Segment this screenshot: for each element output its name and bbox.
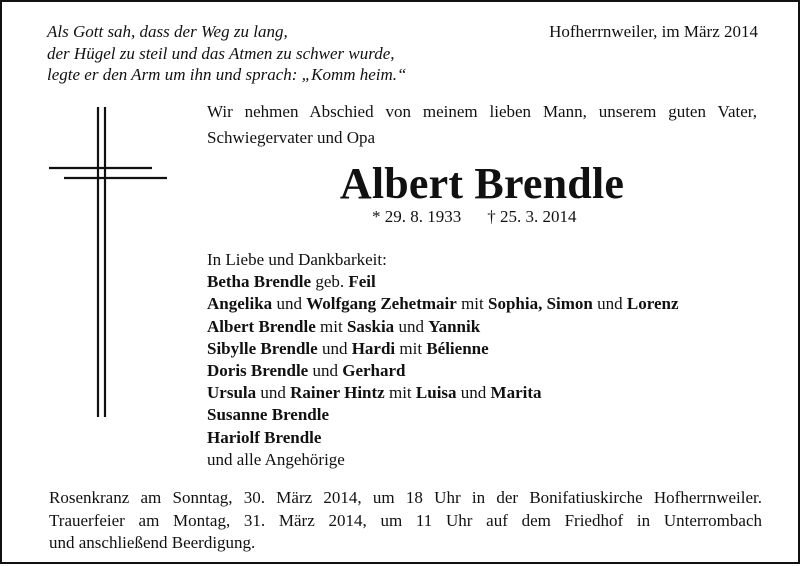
place-and-date: Hofherrnweiler, im März 2014 bbox=[549, 22, 758, 41]
verse-line: Als Gott sah, dass der Weg zu lang, bbox=[47, 22, 288, 41]
mourner-name: Doris Brendle bbox=[207, 361, 309, 381]
mourner-name: Sibylle Brendle bbox=[207, 338, 318, 358]
connector-text: und bbox=[272, 294, 307, 314]
mourner-name: Bélienne bbox=[426, 338, 489, 358]
birth-date: * 29. 8. 1933 bbox=[372, 207, 462, 226]
mourner-name: Ursula bbox=[207, 383, 257, 403]
intro-line: Schwiegervater und Opa bbox=[207, 128, 376, 147]
service-line: Rosenkranz am Sonntag, 30. März 2014, um 18 Uhr in der Bonifatiuskirche Hofherrnweiler. bbox=[49, 488, 762, 507]
mourner-name: Wolfgang Zehetmair bbox=[306, 294, 457, 314]
connector-text: mit bbox=[384, 383, 416, 403]
connector-text: und bbox=[308, 361, 343, 381]
mourners-heading: In Liebe und Dankbarkeit: bbox=[207, 250, 387, 269]
intro-line: Wir nehmen Abschied von meinem lieben Mann, unserem guten Vater, bbox=[207, 102, 757, 121]
mourner-row bbox=[207, 360, 679, 382]
mourner-name: Yannik bbox=[428, 316, 481, 336]
service-line: Trauerfeier am Montag, 31. März 2014, um 11 Uhr auf dem Friedhof in Unterrombach bbox=[49, 510, 762, 530]
mourner-name: Sophia, Simon bbox=[488, 294, 593, 314]
service-line: und anschließend Beerdigung. bbox=[49, 533, 256, 552]
mourner-name: Hardi bbox=[351, 338, 396, 358]
connector-text: mit bbox=[315, 316, 347, 336]
mourner-name: Hariolf Brendle bbox=[207, 427, 322, 447]
connector-text: geb. bbox=[311, 272, 349, 292]
farewell-intro bbox=[207, 99, 757, 151]
mourner-row bbox=[207, 316, 679, 338]
deceased-name: Albert Brendle bbox=[339, 159, 625, 208]
connector-text: und bbox=[592, 294, 627, 314]
mourners-list bbox=[207, 249, 679, 471]
mourner-row bbox=[207, 382, 679, 404]
verse-line: legte er den Arm um ihn und sprach: „Komm heim.“ bbox=[47, 65, 407, 84]
mourner-row bbox=[207, 338, 679, 360]
mourner-name: Lorenz bbox=[626, 294, 679, 314]
memorial-verse bbox=[47, 21, 407, 86]
mourner-row bbox=[207, 427, 679, 449]
mourner-name: Susanne Brendle bbox=[207, 405, 330, 425]
mourner-row bbox=[207, 404, 679, 426]
connector-text: und bbox=[256, 383, 291, 403]
connector-text: mit bbox=[456, 294, 488, 314]
death-date: † 25. 3. 2014 bbox=[487, 207, 577, 226]
connector-text: mit bbox=[395, 338, 427, 358]
mourner-name: Angelika bbox=[207, 294, 273, 314]
connector-text: und bbox=[394, 316, 429, 336]
service-details bbox=[49, 487, 762, 555]
mourner-name: Luisa bbox=[415, 383, 457, 403]
mourner-name: Rainer Hintz bbox=[290, 383, 385, 403]
mourner-name: Betha Brendle bbox=[207, 272, 312, 292]
connector-text: und bbox=[456, 383, 491, 403]
mourner-name: Feil bbox=[348, 272, 376, 292]
mourner-name: Gerhard bbox=[342, 361, 406, 381]
mourner-row bbox=[207, 293, 679, 315]
mourner-name: Albert Brendle bbox=[207, 316, 316, 336]
mourner-name: Saskia bbox=[346, 316, 395, 336]
verse-line: der Hügel zu steil und das Atmen zu schwer wurde, bbox=[47, 43, 395, 63]
connector-text: und bbox=[317, 338, 352, 358]
life-dates bbox=[372, 207, 577, 227]
mourners-closing: und alle Angehörige bbox=[207, 449, 345, 469]
mourner-name: Marita bbox=[490, 383, 542, 403]
mourner-row bbox=[207, 271, 679, 293]
